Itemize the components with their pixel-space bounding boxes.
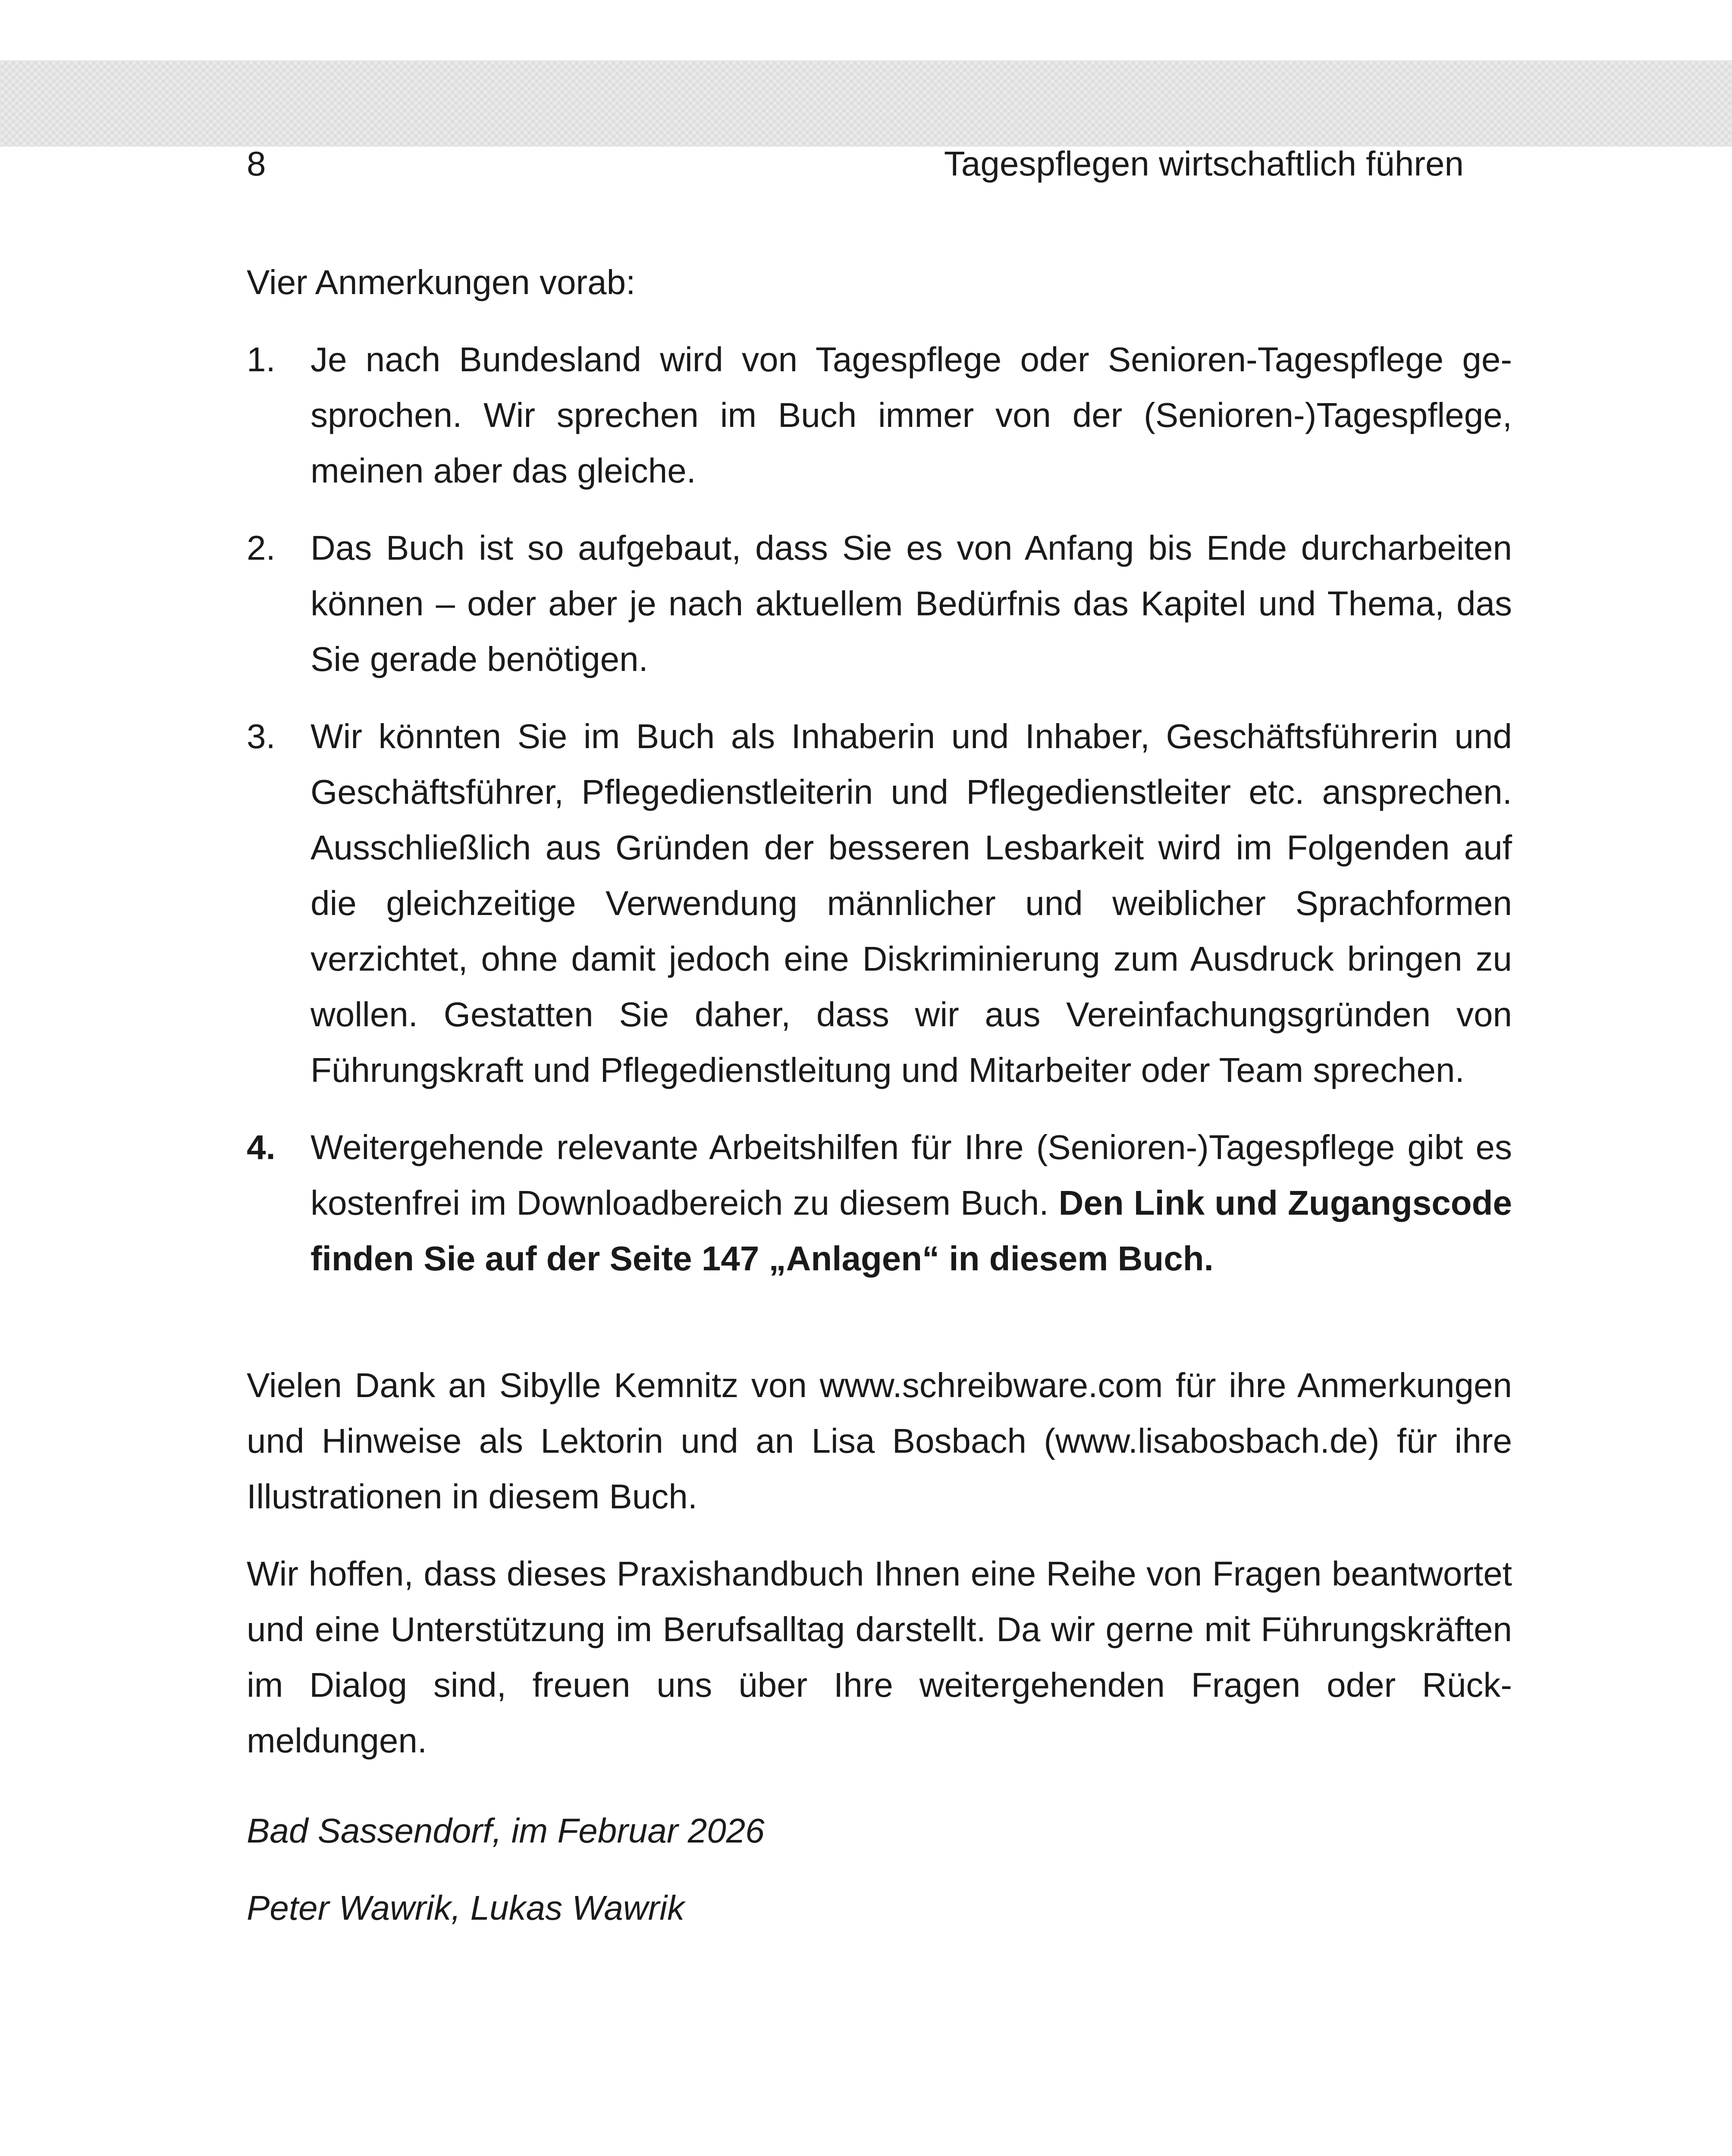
page-body [247, 254, 1512, 1936]
note-number: 3. [247, 717, 276, 755]
note-item-4 [247, 1119, 1512, 1286]
intro-line: Vier Anmerkungen vorab: [247, 263, 636, 301]
running-title: Tagespflegen wirtschaftlich führen [944, 144, 1464, 183]
place-date: Bad Sassendorf, im Februar 2026 [247, 1811, 765, 1850]
running-header [0, 60, 1732, 183]
note-number: 1. [247, 340, 276, 379]
authors: Peter Wawrik, Lukas Wawrik [247, 1889, 685, 1927]
note-text: Weitergehende relevante Arbeitshilfen für Ihre (Senioren-)Tagespflege gibt es kostenfrei im Downloadbereich zu diesem Buch. [311, 1128, 1512, 1222]
note-text: Je nach Bundesland wird von Tagespflege oder Senioren-Tagespflege gesprochen. Wir sprechen im Buch immer von der (Senioren-)Tagespflege, meinen aber das gleiche. [311, 340, 1512, 490]
note-text: Das Buch ist so aufgebaut, dass Sie es von Anfang bis Ende durcharbeiten können – oder aber je nach aktuellem Bedürfnis das Kapitel und Thema, das Sie gerade benötigen. [311, 529, 1512, 678]
note-bold-text: Den Link und Zugangscode finden Sie auf der Seite 147 „Anlagen“ in diesem Buch. [311, 1184, 1512, 1278]
note-item-1 [247, 332, 1512, 498]
notes-list [247, 332, 1512, 1286]
closing-paragraph: Wir hoffen, dass dieses Praxishandbuch Ihnen eine Reihe von Fragen beantwortet und eine Unterstützung im Berufsalltag darstellt. Da wir gerne mit Führungskräften im Dialog sind, freuen uns über Ihre weitergehenden Fragen oder Rückmeldungen. [247, 1554, 1512, 1760]
note-number: 4. [247, 1128, 276, 1166]
note-text: Wir könnten Sie im Buch als Inhaberin und Inhaber, Geschäftsführerin und Geschäftsführer, Pflegedienstleiterin und Pflegedienstleiter etc. ansprechen. Ausschließlich aus Gründen der besseren Lesbarkeit wird im Folgenden auf die gleichzeitige Verwendung männlicher und weiblicher Sprachformen verzichtet, ohne damit jedoch eine Diskriminierung zum Ausdruck bringen zu wollen. Gestatten Sie daher, dass wir aus Vereinfachungsgründen von Führungskraft und Pflegedienstleitung und Mitarbeiter oder Team sprechen. [311, 717, 1512, 1089]
page-number: 8 [247, 144, 266, 183]
note-item-3 [247, 708, 1512, 1098]
note-item-2 [247, 520, 1512, 687]
acknowledgement-paragraph: Vielen Dank an Sibylle Kemnitz von www.schreibware.com für ihre Anmerkungen und Hinweise als Lektorin und an Lisa Bosbach (www.lisabosbach.de) für ihre Illustrationen in diesem Buch. [247, 1366, 1512, 1516]
note-number: 2. [247, 529, 276, 567]
